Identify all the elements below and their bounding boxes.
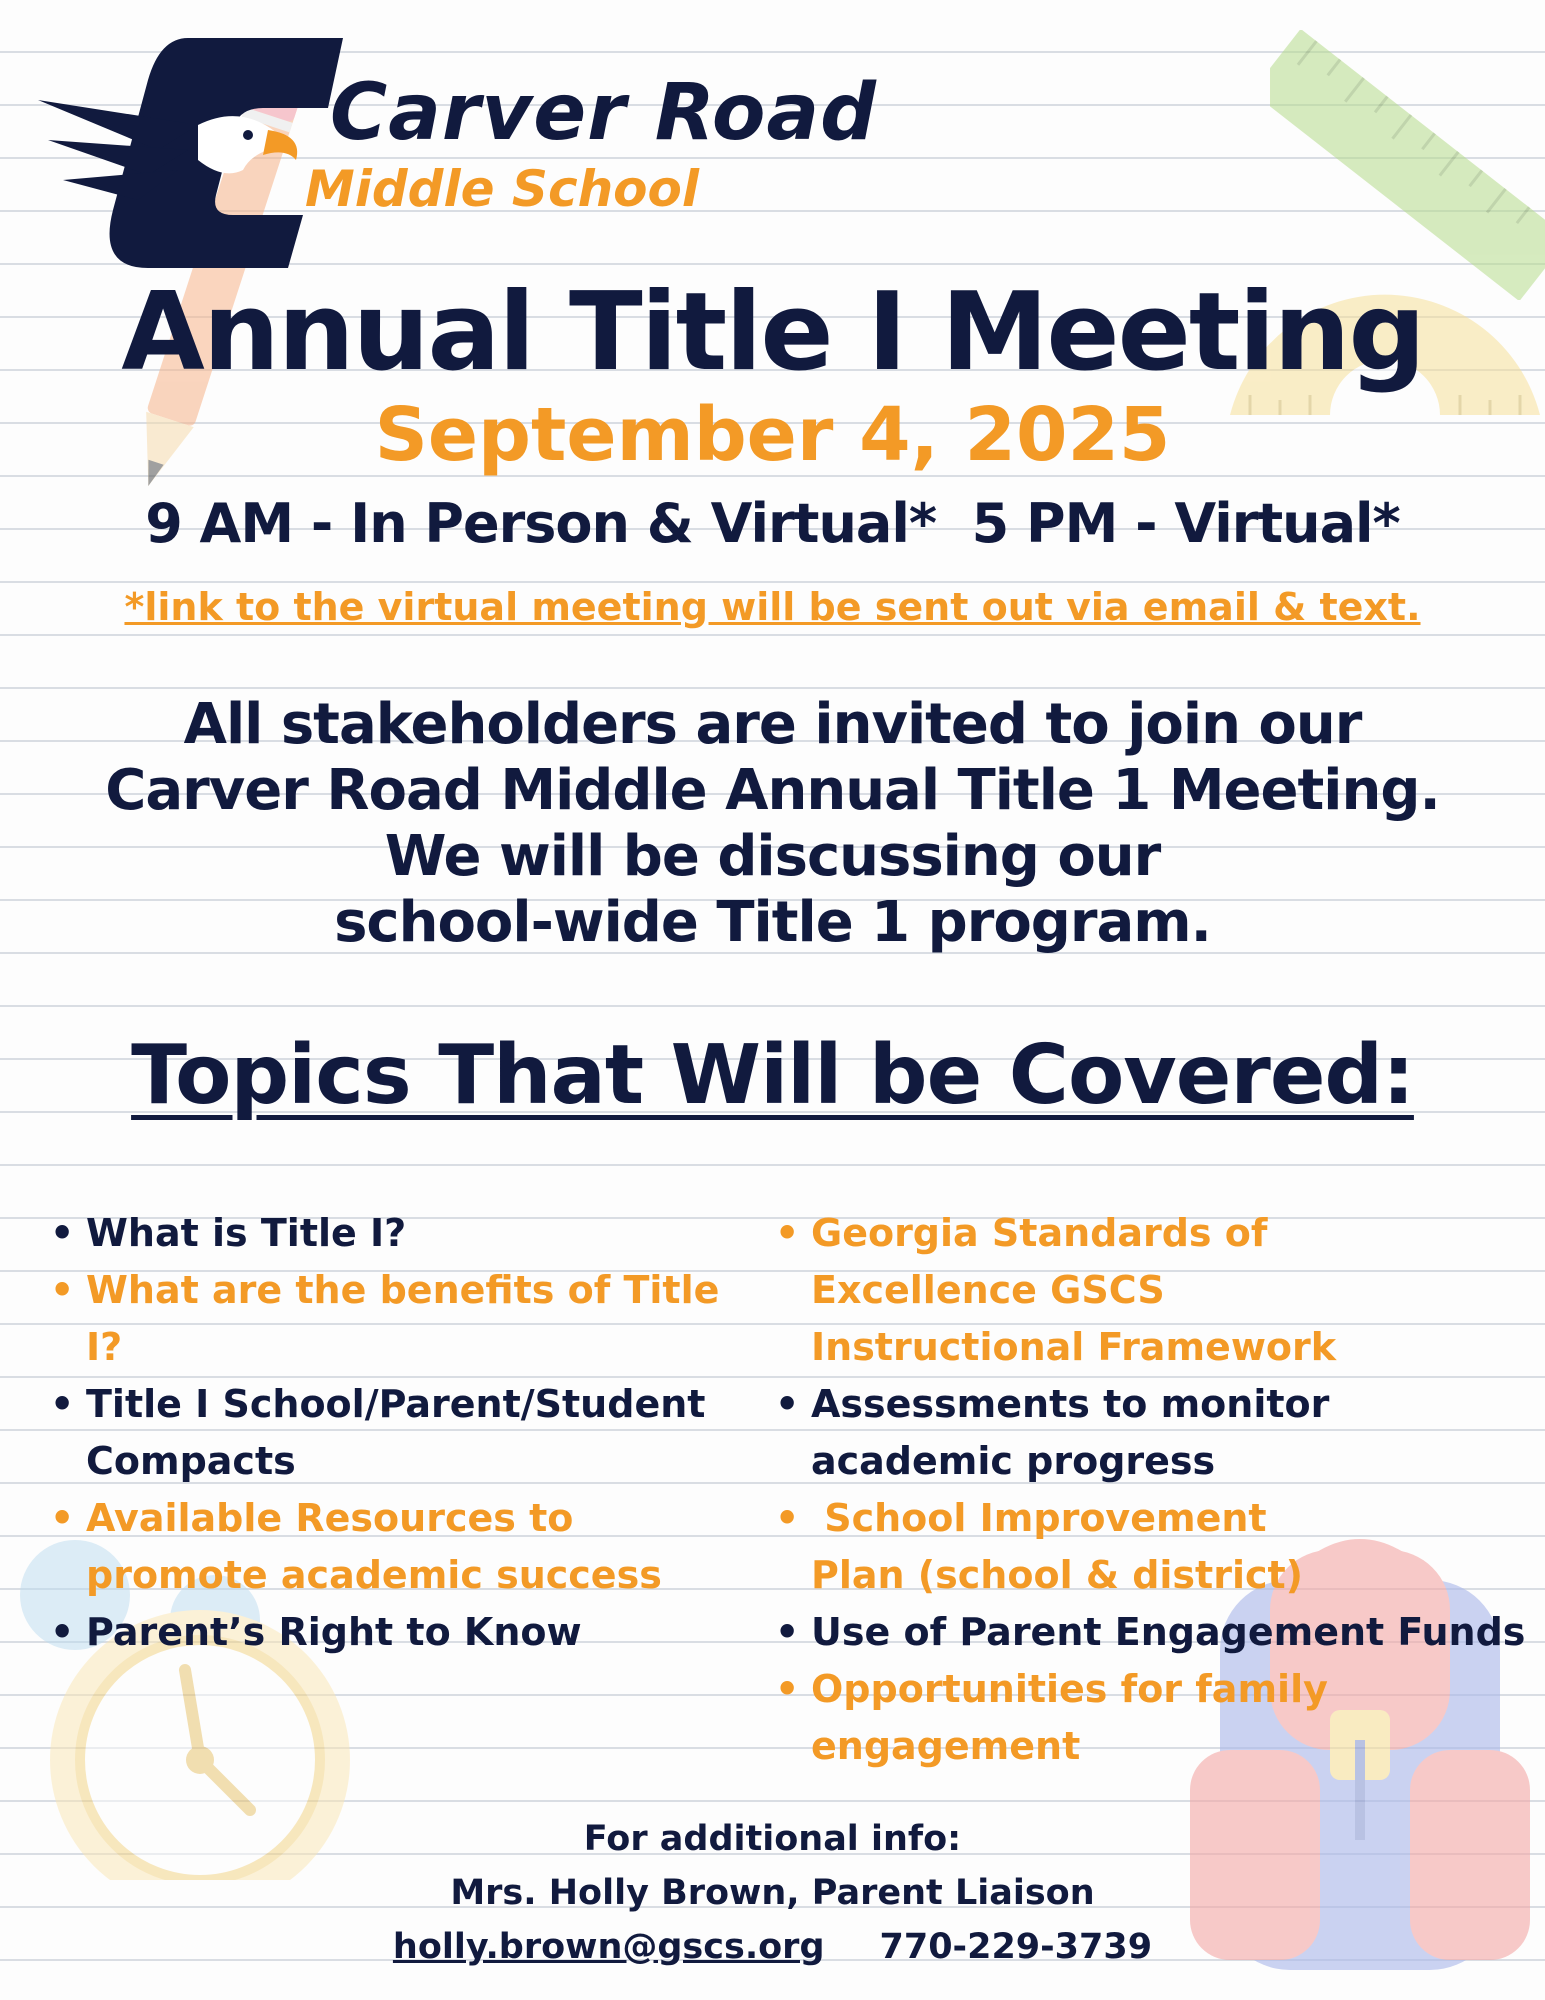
topics-heading: Topics That Will be Covered: — [131, 1028, 1414, 1123]
invitation-line-4: school-wide Title 1 program. — [334, 890, 1211, 955]
list-item: • School Improvement Plan (school & district) — [775, 1490, 1371, 1604]
list-item: • Assessments to monitor academic progress — [775, 1376, 1535, 1490]
contact-label: For additional info: — [583, 1819, 962, 1859]
list-item: • Opportunities for family engagement — [775, 1661, 1371, 1775]
school-name: Carver Road — [330, 68, 877, 158]
contact-name: Mrs. Holly Brown, Parent Liaison — [450, 1873, 1095, 1913]
topics-list-left — [50, 1205, 730, 1661]
list-item: • What is Title I? — [50, 1205, 730, 1262]
invitation-line-2: Carver Road Middle Annual Title 1 Meeting. — [105, 758, 1440, 823]
invitation-text — [0, 692, 1545, 956]
list-item: • What are the benefits of Title I? — [50, 1262, 730, 1376]
page-title: Annual Title I Meeting — [121, 270, 1424, 395]
school-subtitle: Middle School — [305, 160, 700, 218]
invitation-line-3: We will be discussing our — [384, 824, 1161, 889]
invitation-line-1: All stakeholders are invited to join our — [183, 692, 1362, 757]
phone-number: 770-229-3739 — [879, 1927, 1153, 1967]
list-item: • Use of Parent Engagement Funds — [775, 1604, 1535, 1661]
meeting-times: 9 AM - In Person & Virtual* 5 PM - Virtual* — [145, 492, 1400, 555]
meeting-date: September 4, 2025 — [374, 392, 1171, 478]
topics-list-right — [775, 1205, 1535, 1775]
eagle-c-logo-icon — [38, 30, 348, 275]
list-item: • Parent’s Right to Know — [50, 1604, 730, 1661]
list-item: • Available Resources to promote academic success — [50, 1490, 730, 1604]
contact-line — [0, 1920, 1545, 1974]
list-item: • Georgia Standards of Excellence GSCS Instructional Framework — [775, 1205, 1431, 1376]
contact-info — [0, 1812, 1545, 1974]
list-item: • Title I School/Parent/Student Compacts — [50, 1376, 730, 1490]
virtual-link-note: *link to the virtual meeting will be sent out via email & text. — [124, 585, 1421, 629]
email-link[interactable]: holly.brown@gscs.org — [392, 1927, 825, 1967]
